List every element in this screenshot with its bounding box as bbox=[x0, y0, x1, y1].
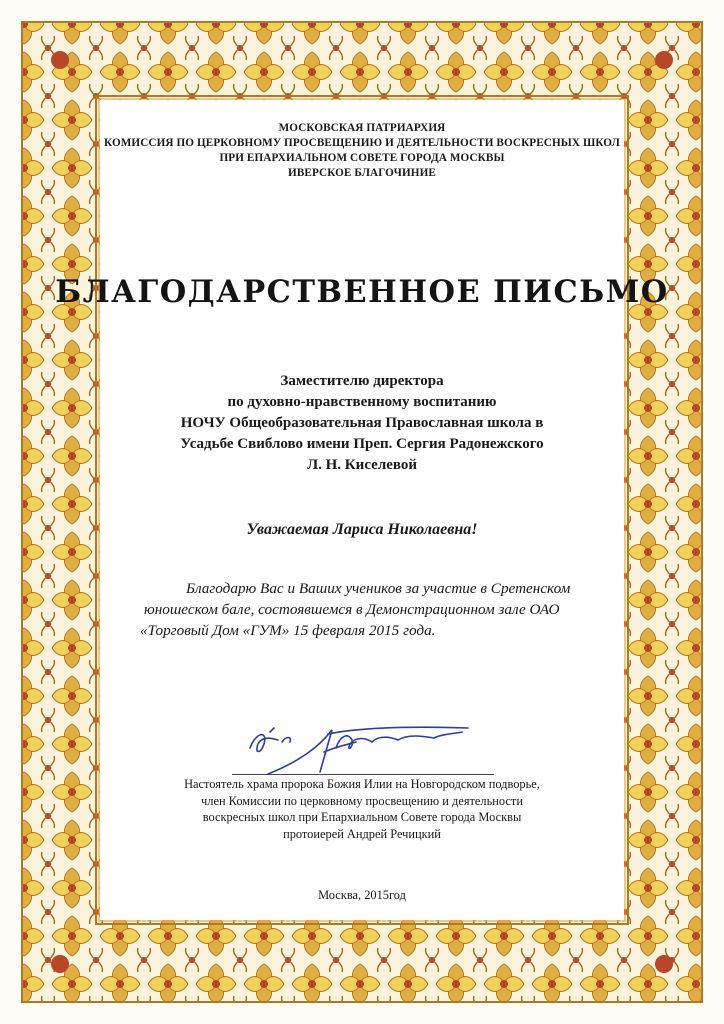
body-line: Благодарю Вас и Ваших учеников за участие в Сретенском bbox=[186, 580, 571, 597]
recipient-line: Л. Н. Киселевой bbox=[306, 457, 418, 473]
body-line: юношеском бале, состоявшемся в Демонстрационном зале ОАО bbox=[144, 601, 560, 618]
letter-body bbox=[140, 578, 590, 641]
header-line: МОСКОВСКАЯ ПАТРИАРХИЯ bbox=[278, 122, 446, 134]
handwritten-signature bbox=[228, 718, 488, 780]
issuer-header bbox=[0, 121, 724, 181]
recipient-block bbox=[0, 371, 724, 476]
signatory-line: Настоятель храма пророка Божия Илии на Новгородском подворье, bbox=[184, 777, 540, 791]
greeting: Уважаемая Лариса Николаевна! bbox=[246, 521, 478, 538]
header-line: ИВЕРСКОЕ БЛАГОЧИНИЕ bbox=[288, 167, 436, 179]
place-date: Москва, 2015год bbox=[318, 888, 406, 902]
signature-line bbox=[232, 774, 494, 775]
signatory-line: воскресных школ при Епархиальном Совете города Москвы bbox=[202, 810, 522, 824]
document-title: БЛАГОДАРСТВЕННОЕ ПИСЬМО bbox=[55, 274, 669, 310]
signatory-line: член Комиссии по церковному просвещению и деятельности bbox=[201, 793, 523, 808]
signatory-line: протоиерей Андрей Речицкий bbox=[283, 826, 441, 841]
recipient-line: по духовно-нравственному воспитанию bbox=[227, 394, 497, 410]
body-line: «Торговый Дом «ГУМ» 15 февраля 2015 года. bbox=[140, 622, 436, 639]
recipient-line: Заместителю директора bbox=[280, 373, 444, 389]
recipient-line: Усадьбе Свиблово имени Преп. Сергия Радонежского bbox=[180, 436, 544, 452]
header-line: ПРИ ЕПАРХИАЛЬНОМ СОВЕТЕ ГОРОДА МОСКВЫ bbox=[219, 152, 505, 164]
header-line: КОМИССИЯ ПО ЦЕРКОВНОМУ ПРОСВЕЩЕНИЮ И ДЕЯТЕЛЬНОСТИ ВОСКРЕСНЫХ ШКОЛ bbox=[104, 137, 620, 149]
signatory-block bbox=[0, 776, 724, 842]
recipient-line: НОЧУ Общеобразовательная Православная школа в bbox=[180, 415, 544, 431]
